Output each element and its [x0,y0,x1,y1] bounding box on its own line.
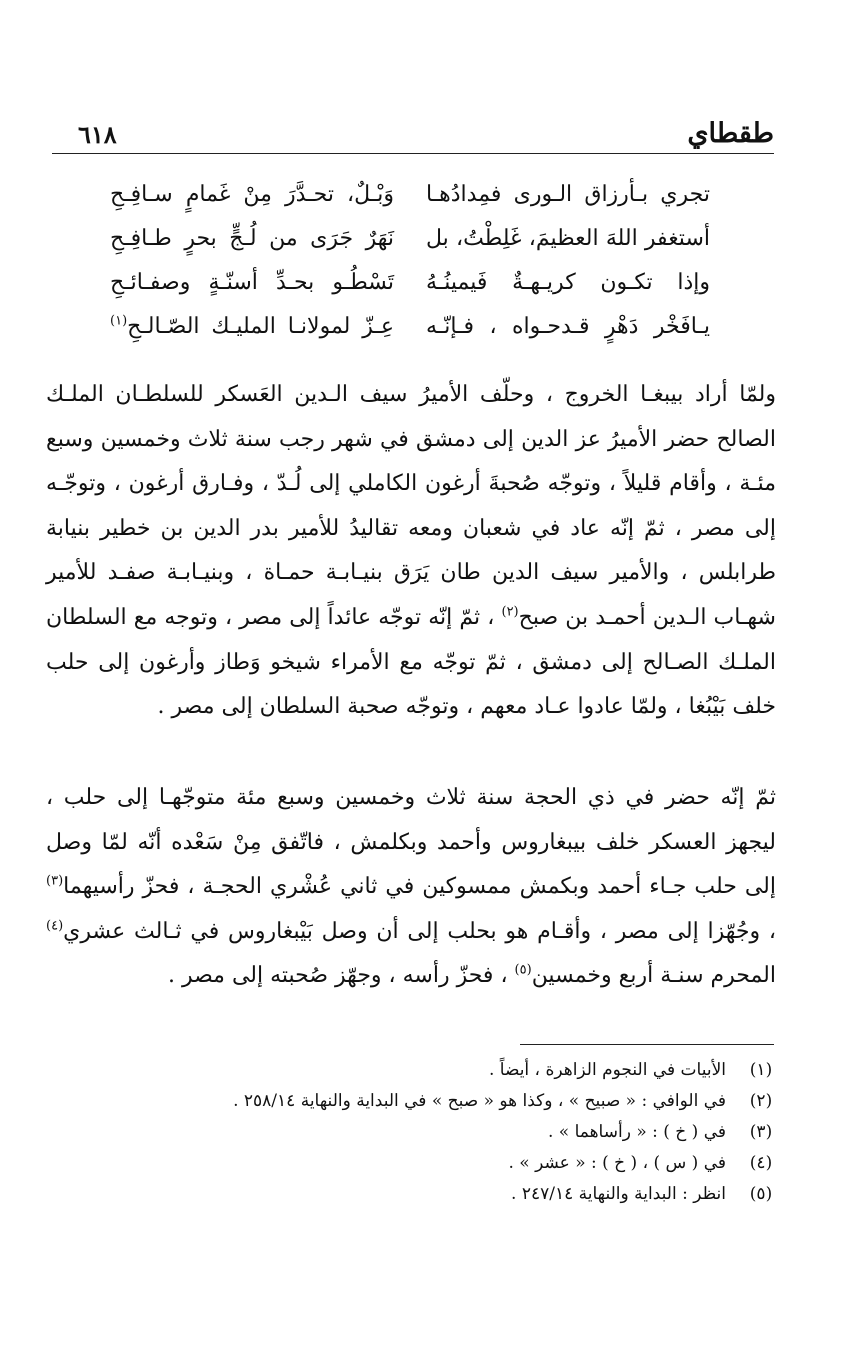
footnote-text: انظر : البداية والنهاية ٢٤٧/١٤ . [511,1184,726,1204]
footnote-number: (١) [749,1060,773,1080]
paragraph-text: ولمّا أراد بيبغـا الخروج ، وحلّف الأميرُ سيف الـدين العَسكر للسلطـان الملـك الصالح حضر الأميرُ عز الدين إلى دمشق في شهر رجب سنة ثلاث وخمسين وسبع مئـة ، وأقام قليلاً ، وتوجّه صُحبةَ أرغون الكاملي إلى لُـدّ ، وفـارق أرغون ، وتوجّـه إلى مصر ، ثمّ إنّه عاد في شعبان ومعه تقاليدُ للأمير بدر الدين بن خطير بنيابة طرابلس ، والأمير سيف الدين طان يَرَق بنيـابـة حمـاة ، وبنيـابـة صفـد للأمير شهـاب الـدين أحمـد بن صبح [46,382,776,630]
paragraph-text: ، فحزّ رأسه ، وجهّز صُحبته إلى مصر . [167,963,508,989]
verse [100,314,710,358]
footnote [100,1091,778,1122]
footnote-ref: (٤) [46,918,64,934]
verse-second-hemistich: نَهَرٌ جَرَى من لُـجٍّ بحرٍ طـافِـحِ [110,226,394,251]
paragraph-1 [46,373,776,730]
footnote-text: في الوافي : « صبيح » ، وكذا هو « صبح » في البداية والنهاية ٢٥٨/١٤ . [233,1091,726,1111]
footnote-rule [520,1044,774,1045]
verse-first-hemistich: تجري بـأرزاق الـورى فمِدادُهـا [426,182,710,207]
paragraph-text: ثمّ إنّه حضر في ذي الحجة سنة ثلاث وخمسين وسبع مئة متوجّهـا إلى حلب ، ليجهز العسكر خلف بيبغاروس وأحمد وبكلمش ، فاتّفق مِنْ سَعْده أنّه لمّا وصل إلى حلب جـاء أحمد وبكمش ممسوكين في ثاني عُشْري الحجـة ، فحزّ رأسيهما [46,785,777,900]
footnote-text: في ( س ) ، ( خ ) : « عشر » . [508,1153,726,1173]
verse-second-hemistich: وَبْـلٌ، تحـدَّرَ مِنْ غَمامٍ سـافِـحِ [110,182,394,207]
verse [100,226,710,270]
footnote-ref: (٣) [46,873,64,889]
footnote-text: في ( خ ) : « رأساهما » . [547,1122,726,1142]
footnote-number: (٤) [749,1153,773,1173]
page-number: ٦١٨ [78,120,117,149]
footnote [100,1060,778,1091]
paragraph-text: ، وجُهّزا إلى مصر ، وأقـام هو بحلب إلى أن وصل بَيْبغاروس في ثـالث عشري [63,918,776,944]
hemistich-text: عِـزّ لمولانـا المليـك الصّـالـحِ [127,314,394,339]
paragraph-text: ، ثمّ إنّه توجّه عائداً إلى مصر ، وتوجه مع السلطان الملـك الصـالح إلى دمشق ، ثمّ توجّه مع الأمراء شيخو وَطاز وأرغون إلى حلب خلف بَيْبُغا ، ولمّا عادوا عـاد معهم ، وتوجّه صحبة السلطان إلى مصر . [46,604,776,720]
footnote-number: (٢) [749,1091,773,1111]
poem [100,182,710,358]
footnote-ref: (١) [110,313,128,329]
footnote-ref: (٥) [514,963,532,979]
header-rule [52,153,774,154]
verse-second-hemistich [110,314,394,339]
footnote-number: (٥) [749,1184,773,1204]
verse-second-hemistich: تَسْطُـو بحـدِّ أسنّـةٍ وصفـائـحِ [110,270,394,295]
footnote [100,1122,778,1153]
footnote [100,1184,778,1215]
verse-first-hemistich: وإذا تكـون كريـهـةٌ فَيمينُـهُ [426,270,710,295]
footnote-text: الأبيات في النجوم الزاهرة ، أيضاً . [488,1060,726,1080]
paragraph-text: المحرم سنـة أربع وخمسين [531,963,776,989]
verse [100,182,710,226]
running-title: طقطاي [687,118,774,149]
verse-first-hemistich: أستغفر اللهَ العظيمَ، غَلِطْتُ، بل [426,226,710,251]
paragraph-2 [46,776,776,999]
footnote-ref: (٢) [501,604,519,620]
running-head [52,112,774,154]
footnote-number: (٣) [749,1122,773,1142]
footnotes [100,1060,778,1215]
verse-first-hemistich: يـافَخْر دَهْرٍ قـدحـواه ، فـإنّـه [426,314,710,339]
footnote [100,1153,778,1184]
verse [100,270,710,314]
